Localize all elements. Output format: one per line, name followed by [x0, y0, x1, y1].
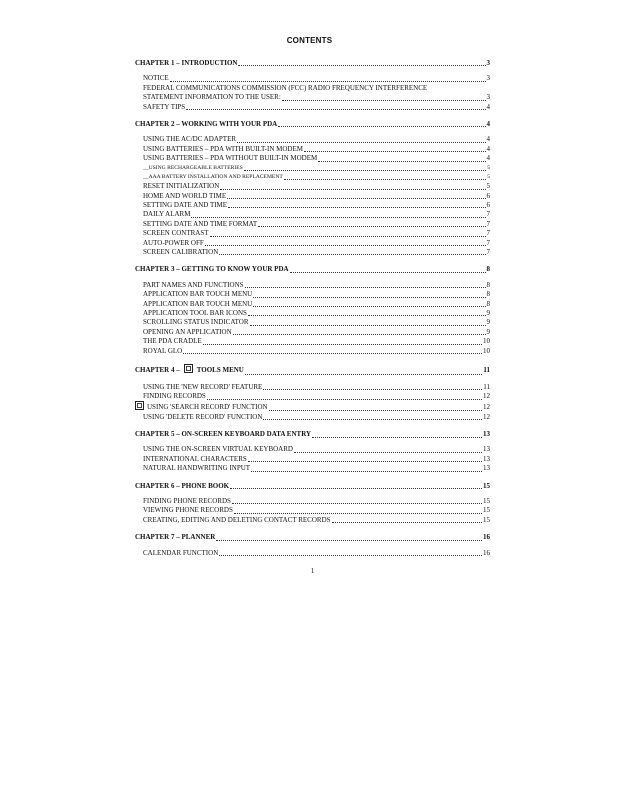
dot-leader — [238, 64, 485, 66]
toc-page-number: 15 — [483, 515, 490, 524]
dot-leader — [290, 271, 486, 273]
toc-page-number: 13 — [483, 445, 490, 454]
dot-leader — [248, 314, 486, 316]
toc-entry-title: NATURAL HANDWRITING INPUT — [143, 464, 251, 473]
toc-entry-title: FINDING PHONE RECORDS — [143, 497, 231, 506]
toc-page-number: 16 — [483, 548, 490, 557]
toc-entry-title: __USING RECHARGEABLE BATTERIES — [143, 164, 243, 171]
toc-page-number: 11 — [483, 365, 490, 374]
dot-leader — [220, 188, 485, 190]
toc-page-number: 12 — [483, 412, 490, 421]
dot-leader — [253, 305, 485, 307]
toc-entry — [135, 446, 490, 455]
toc-entry — [135, 497, 490, 506]
toc-entry — [135, 328, 490, 337]
dot-leader — [234, 512, 482, 514]
toc-entry-title: FEDERAL COMMUNICATIONS COMMISSION (FCC) RADIO FREQUENCY INTERFERENCE — [143, 83, 428, 92]
toc-chapter — [135, 430, 490, 439]
toc-entry-title: SCROLLING STATUS INDICATOR — [143, 318, 249, 327]
dot-leader — [207, 398, 482, 400]
toc-entry-title: CHAPTER 7 – PLANNER — [135, 533, 216, 542]
toc-entry — [135, 93, 490, 102]
dot-leader — [250, 324, 486, 326]
toc-page-number: 3 — [486, 58, 490, 67]
dot-leader — [245, 286, 486, 288]
toc-entry-title: CHAPTER 4 – TOOLS MENU — [135, 365, 244, 374]
table-of-contents — [135, 59, 490, 558]
dot-leader — [203, 343, 482, 345]
toc-entry-title: APPLICATION BAR TOUCH MENU — [143, 299, 253, 308]
toc-page-number: 9 — [486, 327, 490, 336]
toc-page-number: 6 — [486, 191, 490, 200]
toc-page-number: 3 — [486, 74, 490, 83]
toc-page-number: 7 — [486, 238, 490, 247]
toc-entry-title: CHAPTER 1 – INTRODUCTION — [135, 58, 238, 67]
toc-page-number: 5 — [487, 173, 490, 180]
toc-entry — [135, 182, 490, 191]
dot-leader — [245, 373, 483, 375]
toc-entry-title: SETTING DATE AND TIME FORMAT — [143, 219, 258, 228]
dot-leader — [248, 460, 482, 462]
dot-leader — [263, 388, 482, 390]
toc-entry-title: SCREEN CONTRAST — [143, 229, 209, 238]
toc-entry — [135, 84, 490, 93]
toc-entry — [135, 210, 490, 219]
toc-page-number: 7 — [486, 229, 490, 238]
search-record-icon — [135, 401, 144, 410]
toc-page-number: 16 — [483, 533, 490, 542]
toc-page-number: 4 — [486, 119, 490, 128]
dot-leader — [304, 150, 486, 152]
toc-entry — [135, 135, 490, 144]
toc-page-number: 5 — [486, 182, 490, 191]
toc-entry — [135, 74, 490, 83]
toc-entry-title: CHAPTER 5 – ON-SCREEN KEYBOARD DATA ENTRY — [135, 430, 312, 439]
toc-entry — [135, 549, 490, 558]
toc-page-number: 6 — [486, 201, 490, 210]
toc-chapter — [135, 533, 490, 542]
page-title: CONTENTS — [286, 36, 333, 45]
toc-entry-title: USING THE 'NEW RECORD' FEATURE — [143, 382, 263, 391]
dot-leader — [237, 141, 485, 143]
toc-page-number: 15 — [483, 497, 490, 506]
dot-leader — [210, 235, 486, 237]
toc-entry-title: STATEMENT INFORMATION TO THE USER: — [143, 93, 281, 102]
toc-entry-title: CREATING, EDITING AND DELETING CONTACT RECORDS — [143, 515, 331, 524]
toc-entry-title: SAFETY TIPS — [143, 102, 186, 111]
toc-entry-title: INTERNATIONAL CHARACTERS — [143, 454, 247, 463]
toc-entry-title: ROYAL GLO — [143, 346, 183, 355]
toc-page-number: 8 — [486, 280, 490, 289]
dot-leader — [170, 80, 486, 82]
toc-page-number: 8 — [486, 265, 490, 274]
toc-entry-title: USING BATTERIES – PDA WITH BUILT-IN MODEM — [143, 144, 303, 153]
toc-entry-title: CALENDAR FUNCTION — [143, 548, 219, 557]
dot-leader — [216, 539, 482, 541]
toc-entry — [135, 103, 490, 112]
dot-leader — [233, 333, 486, 335]
toc-page-number: 11 — [483, 382, 490, 391]
dot-leader — [263, 418, 482, 420]
toc-page-number: 9 — [486, 318, 490, 327]
dot-leader — [227, 197, 485, 199]
toc-entry — [135, 300, 490, 309]
toc-page-number: 15 — [483, 481, 490, 490]
dot-leader — [253, 296, 485, 298]
page-number: 1 — [310, 567, 315, 575]
toc-entry-title: USING THE ON-SCREEN VIRTUAL KEYBOARD — [143, 445, 293, 454]
toc-entry-title: USING THE AC/DC ADAPTER — [143, 135, 237, 144]
toc-entry-title: CHAPTER 3 – GETTING TO KNOW YOUR PDA — [135, 265, 289, 274]
toc-page-number: 4 — [486, 144, 490, 153]
toc-subsection — [135, 173, 490, 182]
dot-leader — [269, 409, 482, 411]
toc-page-number: 7 — [486, 248, 490, 257]
dot-leader — [183, 352, 482, 354]
toc-page-number: 13 — [483, 464, 490, 473]
toc-page-number: 8 — [486, 299, 490, 308]
toc-page-number: 4 — [486, 154, 490, 163]
toc-page-number: 7 — [486, 210, 490, 219]
toc-page-number: 12 — [483, 402, 490, 411]
toc-page-number: 13 — [483, 430, 490, 439]
toc-entry-title: OPENING AN APPLICATION — [143, 327, 232, 336]
dot-leader — [232, 502, 482, 504]
toc-entry — [135, 239, 490, 248]
toc-entry-title: SETTING DATE AND TIME — [143, 201, 228, 210]
dot-leader — [251, 470, 482, 472]
dot-leader — [230, 487, 482, 489]
toc-page-number: 7 — [486, 219, 490, 228]
toc-subsection — [135, 164, 490, 173]
toc-entry — [135, 337, 490, 346]
toc-entry — [135, 248, 490, 257]
toc-chapter — [135, 364, 490, 377]
toc-chapter — [135, 120, 490, 129]
toc-chapter — [135, 482, 490, 491]
toc-entry-title: NOTICE — [143, 74, 169, 83]
toc-page-number: 10 — [483, 346, 490, 355]
toc-entry — [135, 201, 490, 210]
toc-entry-title: CHAPTER 2 – WORKING WITH YOUR PDA — [135, 119, 278, 128]
toc-entry — [135, 290, 490, 299]
dot-leader — [258, 225, 485, 227]
toc-entry — [135, 413, 490, 422]
toc-chapter — [135, 59, 490, 68]
toc-entry — [135, 145, 490, 154]
dot-leader — [219, 253, 485, 255]
toc-entry — [135, 464, 490, 473]
toc-page-number: 12 — [483, 392, 490, 401]
toc-entry — [135, 455, 490, 464]
toc-entry — [135, 383, 490, 392]
dot-leader — [228, 206, 485, 208]
dot-leader — [244, 169, 486, 171]
toc-entry — [135, 506, 490, 515]
toc-entry-title: FINDING RECORDS — [143, 392, 206, 401]
toc-entry-title: APPLICATION TOOL BAR ICONS — [143, 308, 247, 317]
toc-entry-title: USING BATTERIES – PDA WITHOUT BUILT-IN MODEM — [143, 154, 318, 163]
toc-page-number: 4 — [486, 135, 490, 144]
toc-entry — [135, 154, 490, 163]
toc-entry-title: AUTO-POWER OFF — [143, 238, 204, 247]
toc-entry — [135, 309, 490, 318]
toc-entry-title: __AAA BATTERY INSTALLATION AND REPLACEMENT — [143, 173, 283, 180]
toc-entry-title: PART NAMES AND FUNCTIONS — [143, 280, 244, 289]
toc-page-number: 10 — [483, 337, 490, 346]
toc-page-number: 5 — [487, 164, 490, 171]
toc-entry — [135, 281, 490, 290]
dot-leader — [278, 125, 485, 127]
dot-leader — [186, 108, 485, 110]
dot-leader — [205, 244, 486, 246]
toc-page-number: 3 — [486, 93, 490, 102]
toc-entry-title: APPLICATION BAR TOUCH MENU — [143, 290, 253, 299]
toc-entry-title: RESET INITIALIZATION — [143, 182, 220, 191]
dot-leader — [282, 99, 486, 101]
toc-entry — [135, 192, 490, 201]
toc-page-number: 15 — [483, 506, 490, 515]
toc-entry — [135, 347, 490, 356]
toc-entry-title: HOME AND WORLD TIME — [143, 191, 227, 200]
toc-page-number: 9 — [486, 308, 490, 317]
toc-entry — [135, 516, 490, 525]
toc-entry-title: USING 'SEARCH RECORD' FUNCTION — [143, 401, 268, 413]
dot-leader — [284, 178, 486, 180]
toc-entry-title: DAILY ALARM — [143, 210, 191, 219]
toc-entry-title: USING 'DELETE RECORD' FUNCTION — [143, 412, 263, 421]
toc-entry-title: THE PDA CRADLE — [143, 337, 202, 346]
toc-page-number: 8 — [486, 290, 490, 299]
toc-entry — [135, 402, 490, 413]
toc-page-number: 4 — [486, 102, 490, 111]
toc-entry-title: VIEWING PHONE RECORDS — [143, 506, 233, 515]
toc-page-number: 13 — [483, 454, 490, 463]
dot-leader — [191, 216, 485, 218]
dot-leader — [332, 521, 482, 523]
dot-leader — [312, 436, 482, 438]
toc-entry — [135, 220, 490, 229]
dot-leader — [294, 451, 482, 453]
dot-leader — [219, 554, 482, 556]
toc-entry — [135, 229, 490, 238]
toc-entry-title: SCREEN CALIBRATION — [143, 248, 219, 257]
dot-leader — [318, 160, 485, 162]
toc-chapter — [135, 265, 490, 274]
tools-icon — [184, 364, 193, 373]
toc-entry — [135, 318, 490, 327]
toc-entry-title: CHAPTER 6 – PHONE BOOK — [135, 481, 230, 490]
